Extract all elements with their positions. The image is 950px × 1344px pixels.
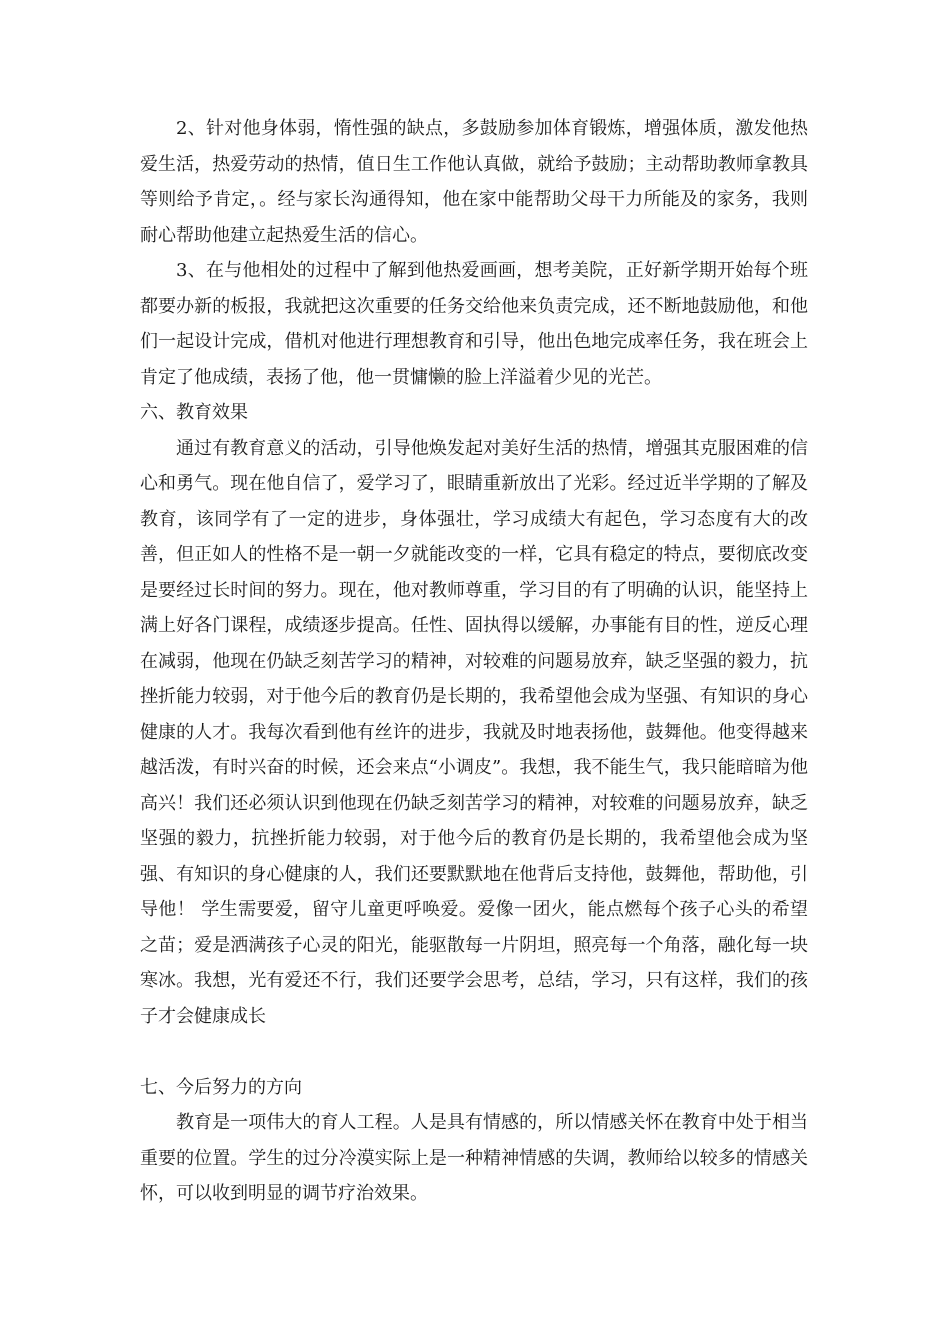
document-body <box>140 111 808 1212</box>
paragraph-2: 2、针对他身体弱，惰性强的缺点，多鼓励参加体育锻炼，增强体质，激发他热爱生活，热爱劳动的热情，值日生工作他认真做，就给予鼓励；主动帮助教师拿教具等则给予肯定，。经与家长沟通得知，他在家中能帮助父母干力所能及的家务，我则耐心帮助他建立起热爱生活的信心。 <box>140 118 808 246</box>
section-heading-6: 六、教育效果 <box>140 402 248 423</box>
paragraph-education-effect: 通过有教育意义的活动，引导他焕发起对美好生活的热情，增强其克服困难的信心和勇气。现在他自信了，爱学习了，眼睛重新放出了光彩。经过近半学期的了解及教育，该同学有了一定的进步，身体强壮，学习成绩大有起色，学习态度有大的改善，但正如人的性格不是一朝一夕就能改变的一样，它具有稳定的特点，要彻底改变是要经过长时间的努力。现在，他对教师尊重，学习目的有了明确的认识，能坚持上满上好各门课程，成绩逐步提高。任性、固执得以缓解，办事能有目的性，逆反心理在减弱，他现在仍缺乏刻苦学习的精神，对较难的问题易放弃，缺乏坚强的毅力，抗挫折能力较弱，对于他今后的教育仍是长期的，我希望他会成为坚强、有知识的身心健康的人才。我每次看到他有丝许的进步，我就及时地表扬他，鼓舞他。他变得越来越活泼，有时兴奋的时候，还会来点“小调皮”。我想，我不能生气，我只能暗暗为他高兴！我们还必须认识到他现在仍缺乏刻苦学习的精神，对较难的问题易放弃，缺乏坚强的毅力，抗挫折能力较弱，对于他今后的教育仍是长期的，我希望他会成为坚强、有知识的身心健康的人，我们还要默默地在他背后支持他，鼓舞他，帮助他，引导他！ 学生需要爱，留守儿童更呼唤爱。爱像一团火，能点燃每个孩子心头的希望之苗；爱是洒满孩子心灵的阳光，能驱散每一片阴坦，照亮每一个角落，融化每一块寒冰。我想，光有爱还不行，我们还要学会思考，总结，学习，只有这样，我们的孩子才会健康成长 <box>140 437 808 1027</box>
section-heading-7: 七、今后努力的方向 <box>140 1076 302 1098</box>
paragraph-3: 3、在与他相处的过程中了解到他热爱画画，想考美院，正好新学期开始每个班都要办新的板报，我就把这次重要的任务交给他来负责完成，还不断地鼓励他，和他们一起设计完成，借机对他进行理想教育和引导，他出色地完成率任务，我在班会上肯定了他成绩，表扬了他，他一贯慵懒的脸上洋溢着少见的光芒。 <box>140 260 808 388</box>
blank-line <box>140 1034 808 1070</box>
paragraph-future-direction: 教育是一项伟大的育人工程。人是具有情感的，所以情感关怀在教育中处于相当重要的位置。学生的过分冷漠实际上是一种精神情感的失调，教师给以较多的情感关怀，可以收到明显的调节疗治效果。 <box>140 1112 808 1204</box>
